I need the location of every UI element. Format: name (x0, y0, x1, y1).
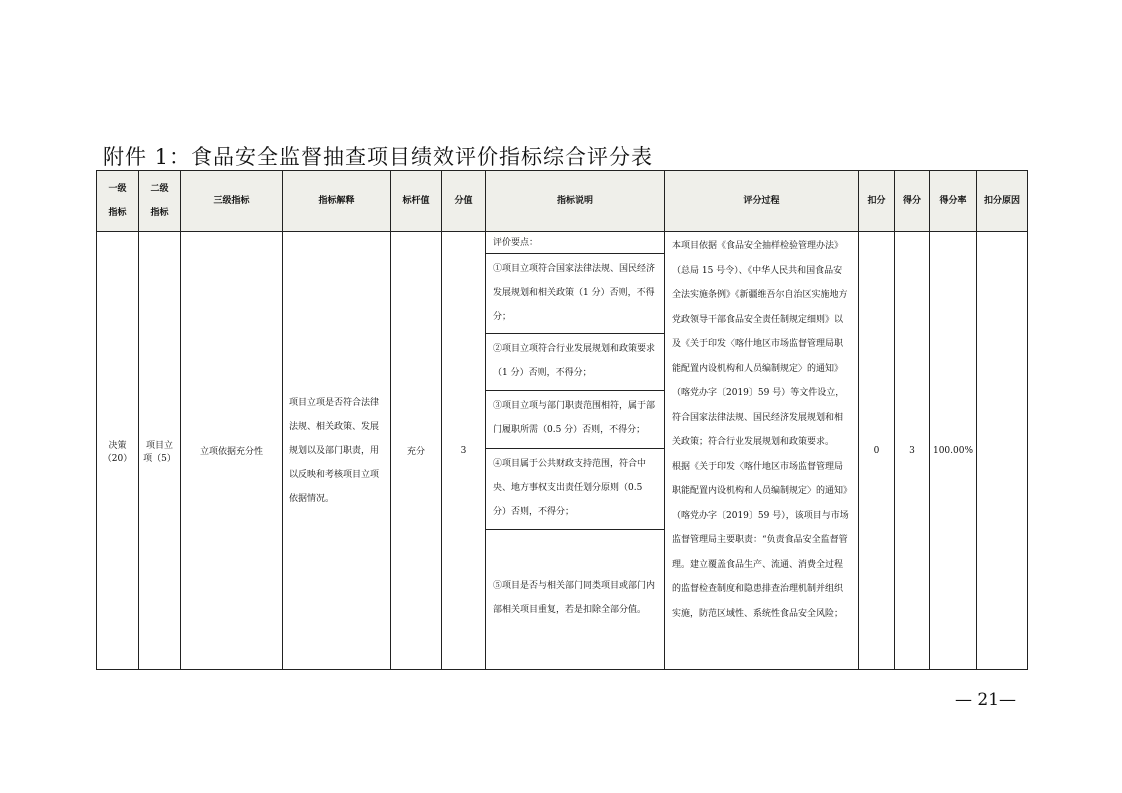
header-obtained: 得分 (895, 171, 930, 232)
description-item: ③项目立项与部门职责范围相符，属于部门履职所需（0.5 分）否则，不得分； (486, 391, 664, 449)
header-process: 评分过程 (665, 171, 859, 232)
header-row (97, 171, 1028, 232)
evaluation-table (96, 170, 1028, 670)
page-number: — 21— (955, 690, 1017, 710)
header-level2-line2: 指标 (150, 208, 169, 218)
cell-level2 (139, 232, 181, 670)
cell-process (665, 232, 859, 670)
description-item: ②项目立项符合行业发展规划和政策要求（1 分）否则，不得分； (486, 334, 664, 391)
header-explanation: 指标解释 (283, 171, 391, 232)
header-level1 (97, 171, 139, 232)
header-level2-line1: 二级 (150, 184, 169, 194)
cell-level2-line2: 项（5） (143, 453, 176, 464)
cell-level1-line2: （20） (102, 453, 133, 464)
process-paragraph: 根据《关于印发〈喀什地区市场监督管理局职能配置内设机构和人员编制规定〉的通知》（喀党办字〔2019〕59 号），该项目与市场监督管理局主要职责：“负责食品安全监督管理。建立覆盖食品生产、流通、消费全过程的监督检查制度和隐患排查治理机制并组织实施，防范区域性、系统性食品安全风险； (672, 461, 849, 619)
header-reason: 扣分原因 (977, 171, 1028, 232)
process-paragraph: 本项目依据《食品安全抽样检验管理办法》（总局 15 号令）、《中华人民共和国食品安全法实施条例》《新疆维吾尔自治区实施地方党政领导干部食品安全责任制规定细则》以及《关于印发〈喀什地区市场监督管理局职能配置内设机构和人员编制规定〉的通知》（喀党办字〔2019〕59 号）等文件设立，符合国家法律法规、国民经济发展规划和相关政策；符合行业发展规划和政策要求。 (672, 241, 848, 447)
header-rate: 得分率 (930, 171, 977, 232)
cell-score-value: 3 (442, 232, 486, 670)
table-row (97, 232, 1028, 670)
description-item: ①项目立项符合国家法律法规、国民经济发展规划和相关政策（1 分）否则，不得分； (486, 254, 664, 334)
cell-reason (977, 232, 1028, 670)
header-deduction: 扣分 (859, 171, 895, 232)
cell-obtained: 3 (895, 232, 930, 670)
header-level1-line2: 指标 (108, 208, 127, 218)
cell-level1-line1: 决策 (108, 440, 127, 451)
cell-benchmark: 充分 (391, 232, 442, 670)
cell-description (486, 232, 665, 670)
header-level3: 三级指标 (181, 171, 283, 232)
description-item: ⑤项目是否与相关部门同类项目或部门内部相关项目重复，若是扣除全部分值。 (493, 581, 656, 615)
header-level2 (139, 171, 181, 232)
cell-rate: 100.00% (930, 232, 977, 670)
page-title: 附件 1：食品安全监督抽查项目绩效评价指标综合评分表 (103, 145, 654, 169)
cell-level1 (97, 232, 139, 670)
header-level1-line1: 一级 (108, 184, 127, 194)
cell-explanation: 项目立项是否符合法律法规、相关政策、发展规划以及部门职责，用以反映和考核项目立项依据情况。 (283, 232, 391, 670)
cell-deduction: 0 (859, 232, 895, 670)
cell-level3: 立项依据充分性 (181, 232, 283, 670)
header-score-value: 分值 (442, 171, 486, 232)
cell-level2-line1: 项目立 (145, 440, 173, 451)
header-benchmark: 标杆值 (391, 171, 442, 232)
description-item: 评价要点： (486, 232, 664, 254)
header-description: 指标说明 (486, 171, 665, 232)
description-item: ④项目属于公共财政支持范围，符合中央、地方事权支出责任划分原则（0.5 分）否则，不得分； (486, 449, 664, 530)
